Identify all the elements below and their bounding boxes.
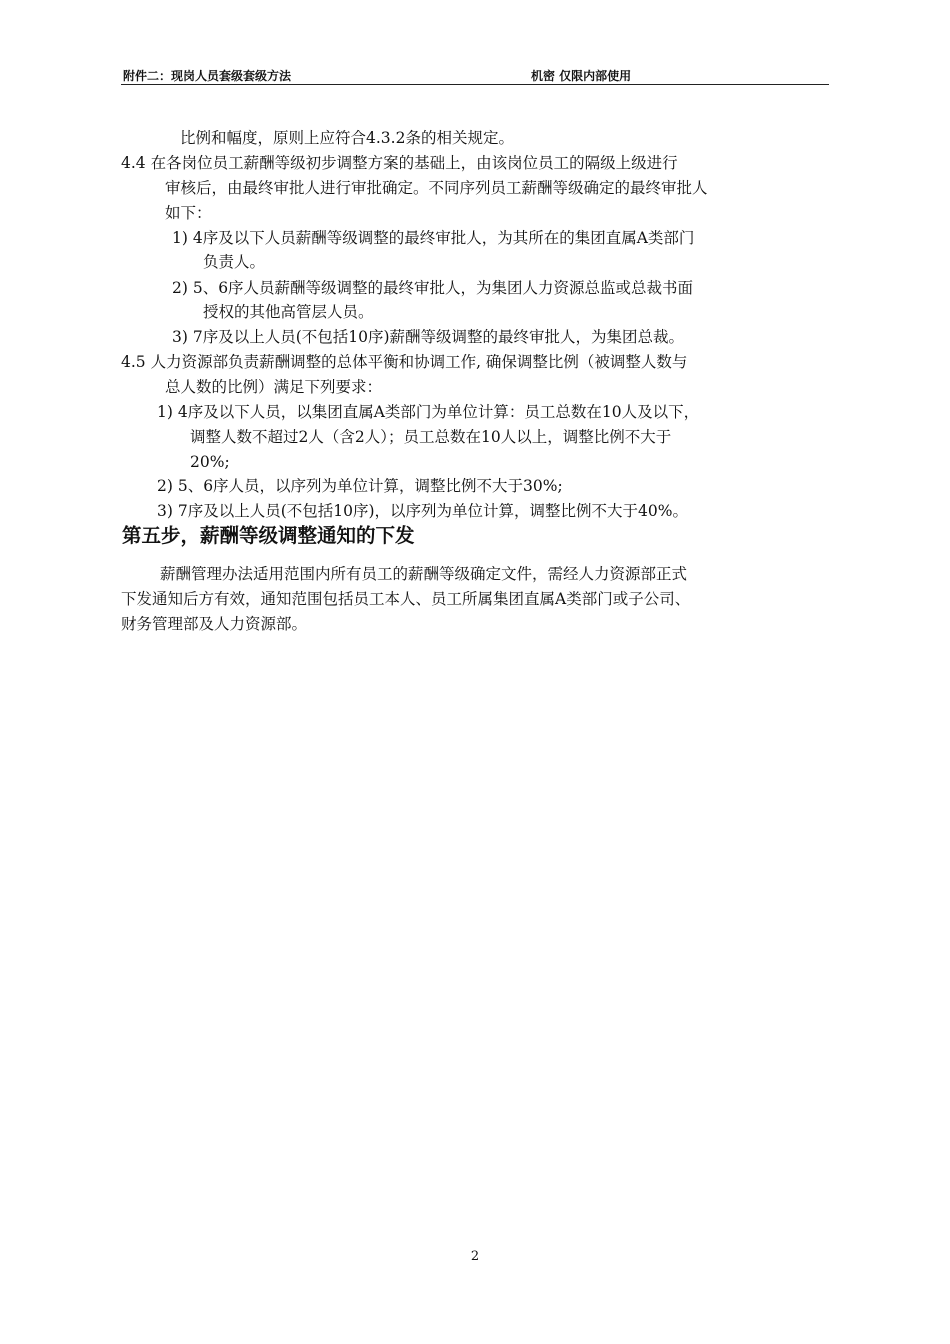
para-44-item-1-line-1: 1) 4序及以下人员薪酬等级调整的最终审批人，为其所在的集团直属A类部门: [172, 229, 695, 247]
para-45-item-2-line-1: 2) 5、6序人员，以序列为单位计算，调整比例不大于30%;: [157, 477, 563, 495]
para-44-item-2-line-1: 2) 5、6序人员薪酬等级调整的最终审批人，为集团人力资源总监或总裁书面: [172, 279, 694, 297]
header-confidential-label: 机密 仅限内部使用: [531, 69, 632, 83]
page-number: 2: [470, 1249, 480, 1264]
para-45-item-1-line-1: 1) 4序及以下人员，以集团直属A类部门为单位计算：员工总数在10人及以下，: [157, 403, 700, 421]
header-document-title: 附件二：现岗人员套级套级方法: [123, 69, 292, 83]
para-step5-line-2: 下发通知后方有效，通知范围包括员工本人、员工所属集团直属A类部门或子公司、: [121, 590, 691, 608]
para-step5-line-3: 财务管理部及人力资源部。: [121, 615, 308, 633]
para-44-line-2: 审核后，由最终审批人进行审批确定。不同序列员工薪酬等级确定的最终审批人: [165, 179, 708, 197]
para-44-line-3: 如下：: [165, 204, 212, 222]
para-44-item-3-line-1: 3) 7序及以上人员(不包括10序)薪酬等级调整的最终审批人，为集团总裁。: [172, 328, 685, 346]
page-header: [121, 66, 829, 86]
section-heading-step-5: 第五步，薪酬等级调整通知的下发: [122, 524, 415, 547]
para-step5-line-1: 薪酬管理办法适用范围内所有员工的薪酬等级确定文件，需经人力资源部正式: [160, 565, 688, 583]
para-45-item-3-line-1: 3) 7序及以上人员(不包括10序)，以序列为单位计算，调整比例不大于40%。: [157, 502, 688, 520]
para-45-line-1: 4.5 人力资源部负责薪酬调整的总体平衡和协调工作, 确保调整比例（被调整人数与: [121, 353, 688, 371]
para-45-line-2: 总人数的比例）满足下列要求：: [165, 378, 383, 396]
para-44-item-1-line-2: 负责人。: [203, 253, 266, 271]
para-44-item-2-line-2: 授权的其他高管层人员。: [203, 303, 374, 321]
para-44-line-1: 4.4 在各岗位员工薪酬等级初步调整方案的基础上，由该岗位员工的隔级上级进行: [121, 154, 678, 172]
para-431-continuation: 比例和幅度，原则上应符合4.3.2条的相关规定。: [180, 129, 514, 147]
para-45-item-1-line-3: 20%;: [190, 453, 230, 471]
para-45-item-1-line-2: 调整人数不超过2人（含2人）；员工总数在10人以上，调整比例不大于: [190, 428, 672, 446]
header-divider: [121, 84, 829, 85]
